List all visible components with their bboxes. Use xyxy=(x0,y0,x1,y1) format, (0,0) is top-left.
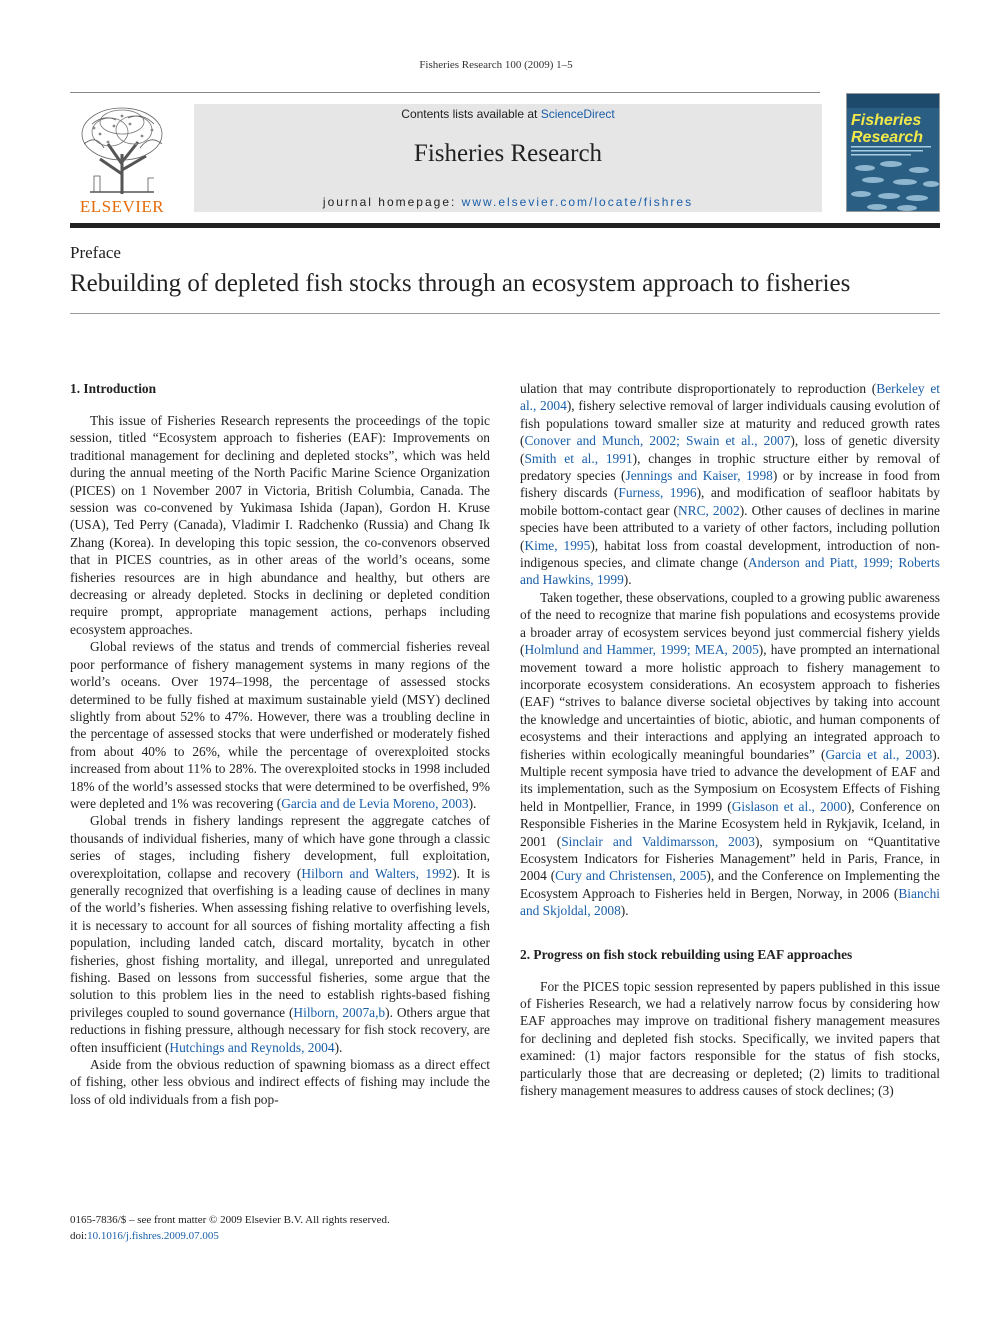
citation-link[interactable]: Smith et al., 1991 xyxy=(524,450,633,466)
citation-link[interactable]: Hutchings and Reynolds, 2004 xyxy=(169,1039,335,1055)
sciencedirect-link[interactable]: ScienceDirect xyxy=(540,107,615,121)
homepage-prefix: journal homepage: xyxy=(322,195,462,209)
citation-link[interactable]: Kime, 1995 xyxy=(524,537,591,553)
paragraph: For the PICES topic session represented by papers published in this issue of Fisheries Research, we had a relatively narrow focus by considering how EAF approaches may improve on traditional fishery management measures for declining and depleted fish stocks. Specifically, we invited papers that examined: (1) major factors responsible for the status of fish stocks, particularly those that are decreasing or depleted; (2) limits to traditional fishery management measures to address causes of stock declines; (3) xyxy=(520,978,940,1099)
right-column xyxy=(520,380,940,1200)
citation-link[interactable]: Anderson and Piatt, 1999; Roberts and Hawkins, 1999 xyxy=(520,555,940,588)
header-divider xyxy=(70,223,940,228)
journal-homepage xyxy=(194,195,822,209)
cover-title-line-2: Research xyxy=(851,129,924,146)
title-rule xyxy=(70,313,940,314)
cover-title-line-1: Fisheries xyxy=(851,112,922,129)
citation-link[interactable]: Sinclair and Valdimarsson, 2003 xyxy=(561,833,755,849)
footer xyxy=(70,1212,490,1244)
doi-link[interactable]: 10.1016/j.fishres.2009.07.005 xyxy=(87,1230,219,1242)
journal-banner xyxy=(194,104,822,212)
section-2-heading: 2. Progress on fish stock rebuilding using EAF approaches xyxy=(520,946,853,962)
journal-name: Fisheries Research xyxy=(413,140,603,167)
contents-prefix: Contents lists available at xyxy=(401,107,541,121)
section-1-heading: 1. Introduction xyxy=(70,381,157,396)
citation-link[interactable]: Garcia and de Levia Moreno, 2003 xyxy=(281,795,469,811)
paragraph: Global trends in fishery landings represent the aggregate catches of thousands of individual fisheries, many of which have gone through a classic series of stages, including fishery development, full exploitation, overexploitation, collapse and recovery (Hilborn and Walters, 1992). It is generally recognized that overfishing is a leading cause of declines in many of the world’s fisheries. When assessing fishing relative to overfishing levels, it is necessary to account for all sources of fishing mortality affecting a fish population, including landed catch, discard mortality, bycatch in other fisheries, ghost fishing mortality, and illegal, unreported and unregulated fishing. Based on lessons from successful fisheries, some argue that the solution to this problem lies in the need to establish rights-based fishing privileges coupled to sound governance (Hilborn, 2007a,b). Others argue that reductions in fishing pressure, although necessary for fish stock recovery, are often insufficient (Hutchings and Reynolds, 2004). xyxy=(70,813,490,1055)
contents-available xyxy=(194,107,822,121)
article-title: Rebuilding of depleted fish stocks through an ecosystem approach to fisheries xyxy=(70,270,851,297)
tree-icon xyxy=(70,104,174,196)
paragraph: This issue of Fisheries Research represents the proceedings of the topic session, titled “Ecosystem approach to fisheries (EAF): Improvements on traditional management for declining and depleted stocks”, which was held during the annual meeting of the North Pacific Marine Science Organization (PICES) on 1 November 2007 in Victoria, British Columbia, Canada. The session was co-convened by Yukimasa Ishida (Japan), Gordon H. Kruse (USA), Ted Perry (Canada), Vladimir I. Radchenko (Russia) and Chang Ik Zhang (Korea). In developing this topic session, the co-convenors observed that in PICES countries, as in other areas of the world’s oceans, some fisheries resources are in high abundance and healthy, but others are decreasing or already depleted. Stocks in declining or depleted condition require prompt, appropriate management actions, perhaps including ecosystem approaches. xyxy=(70,413,490,637)
citation-link[interactable]: Berkeley et al., 2004 xyxy=(520,381,940,414)
paragraph: Aside from the obvious reduction of spawning biomass as a direct effect of fishing, other less obvious and indirect effects of fishing may include the loss of old individuals from a fish pop- xyxy=(70,1057,490,1107)
citation-link[interactable]: Furness, 1996 xyxy=(618,485,697,501)
article-type: Preface xyxy=(70,243,121,262)
citation-link[interactable]: Hilborn and Walters, 1992 xyxy=(301,865,453,881)
citation-link[interactable]: Jennings and Kaiser, 1998 xyxy=(625,468,773,484)
citation-link[interactable]: Hilborn, 2007a,b xyxy=(293,1004,386,1020)
citation-link[interactable]: Conover and Munch, 2002; Swain et al., 2007 xyxy=(524,433,791,449)
citation-link[interactable]: Cury and Christensen, 2005 xyxy=(555,868,707,884)
homepage-link[interactable]: www.elsevier.com/locate/fishres xyxy=(461,195,694,209)
paragraph: ulation that may contribute disproportionately to reproduction (Berkeley et al., 2004), fishery selective removal of larger individuals causing evolution of fish populations toward smaller size at maturity and reduced growth rates (Conover and Munch, 2002; Swain et al., 2007), loss of genetic diversity (Smith et al., 1991), changes in trophic structure either by removal of predatory species (Jennings and Kaiser, 1998) or by increase in food from fishery discards (Furness, 1996), and modification of seafloor habitats by mobile bottom-contact gear (NRC, 2002). Other causes of declines in marine species have been attributed to a variety of other factors, including pollution (Kime, 1995), habitat loss from coastal development, introduction of non-indigenous species, and climate change (Anderson and Piatt, 1999; Roberts and Hawkins, 1999). xyxy=(520,381,941,588)
citation-link[interactable]: NRC, 2002 xyxy=(677,502,740,518)
citation-link[interactable]: Holmlund and Hammer, 1999; MEA, 2005 xyxy=(524,642,759,658)
left-column xyxy=(70,380,490,1200)
paragraph: Taken together, these observations, coupled to a growing public awareness of the need to recognize that marine fish populations and ecosystems provide a broader array of ecosystem services beyond just commercial fishery yields (Holmlund and Hammer, 1999; MEA, 2005), have prompted an international movement toward a more holistic approach to fishery management to incorporate ecosystem considerations. An ecosystem approach to fisheries (EAF) “strives to balance diverse societal objectives by taking into account the knowledge and uncertainties of biotic, abiotic, and human components of ecosystems and their interactions and applying an integrated approach to fisheries within ecologically meaningful boundaries” (Garcia et al., 2003). Multiple recent symposia have tried to advance the development of EAF and its implementation, such as the Symposium on Ecosystem Effects of Fishing held in Montpellier, France, in 1999 (Gislason et al., 2000), Conference on Responsible Fisheries in the Marine Ecosystem held in Rykjavik, Iceland, in 2001 (Sinclair and Valdimarsson, 2003), symposium on “Quantitative Ecosystem Indicators for Fisheries Management” held in Paris, France, in 2004 (Cury and Christensen, 2005), and the Conference on Implementing the Ecosystem Approach to Fisheries held in Bergen, Norway, in 2006 (Bianchi and Skjoldal, 2008). xyxy=(520,589,941,919)
citation-link[interactable]: Garcia et al., 2003 xyxy=(825,746,933,762)
publisher-wordmark: ELSEVIER xyxy=(79,197,165,216)
issn-copyright: 0165-7836/$ – see front matter © 2009 Elsevier B.V. All rights reserved. xyxy=(70,1214,390,1226)
header-rule xyxy=(70,92,820,93)
cover-title xyxy=(851,112,939,146)
doi-line: doi:10.1016/j.fishres.2009.07.005 xyxy=(70,1230,219,1242)
journal-citation: Fisheries Research 100 (2009) 1–5 xyxy=(419,59,573,71)
journal-cover-image xyxy=(846,93,940,212)
citation-link[interactable]: Bianchi and Skjoldal, 2008 xyxy=(520,885,940,919)
paragraph: Global reviews of the status and trends of commercial fisheries reveal poor performance of fishery management systems in many regions of the world’s oceans. Over 1974–1998, the percentage of assessed stocks determined to be fully fished at maximum sustainable yield (MSY) declined slightly from about 52% to 47%. However, there was a troubling decline in the percentage of assessed stocks that were underfished or moderately fished from about 40% to 26%, while the percentage of overexploited stocks increased from about 11% to 28%. The overexploited stocks in 1998 included 18% of the world’s assessed stocks that were determined to be overfished, 9% were depleted and 1% was recovering (Garcia and de Levia Moreno, 2003). xyxy=(70,639,490,811)
citation-link[interactable]: Gislason et al., 2000 xyxy=(731,798,847,814)
